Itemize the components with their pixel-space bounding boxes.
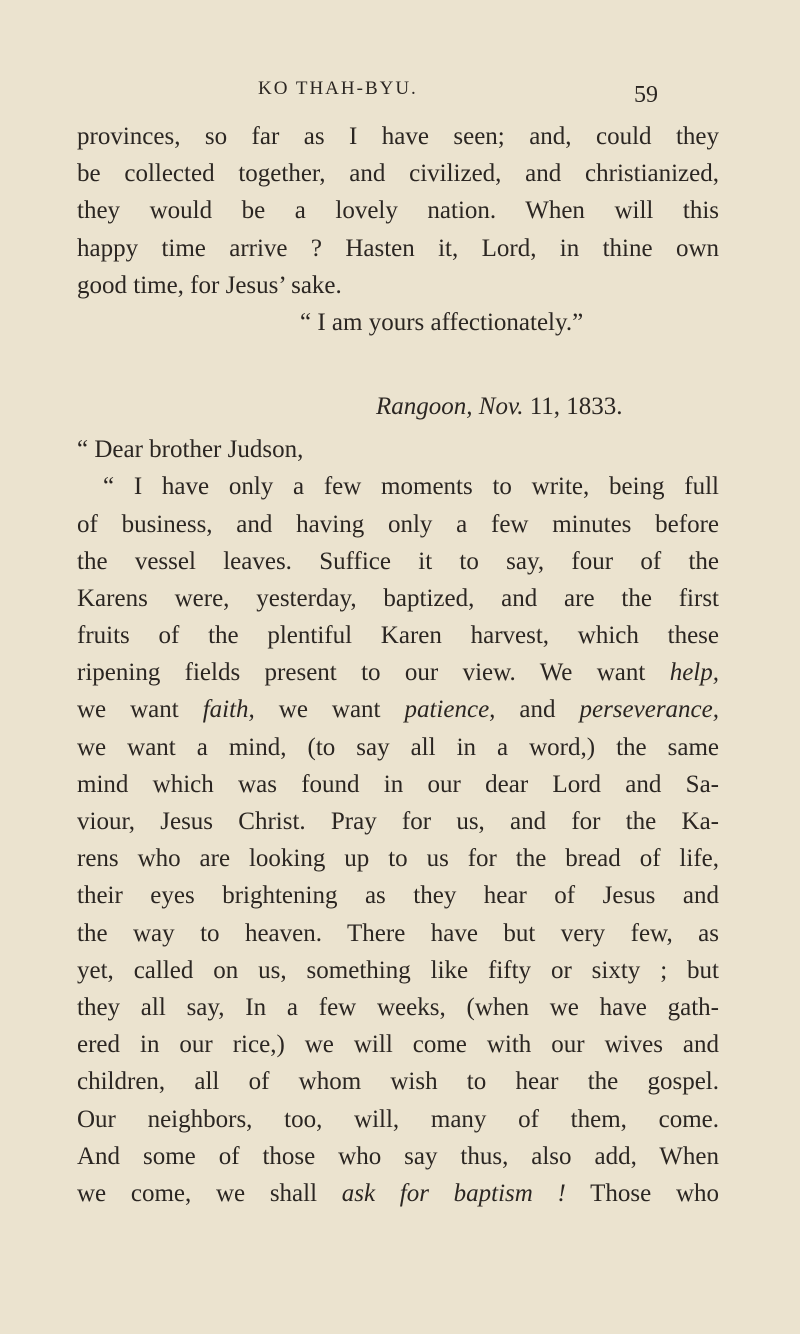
dateline-month: Nov. — [478, 393, 524, 421]
italic-term: help, — [669, 659, 719, 687]
text-line: good time, for Jesus’ sake. — [77, 271, 342, 299]
text-line: Our neighbors, too, will, many of them, come. — [77, 1105, 719, 1133]
text-line: their eyes brightening as they hear of Jesus and — [77, 882, 719, 910]
text-segment: Those who — [565, 1179, 720, 1207]
text-line: the way to heaven. There have but very few, as — [77, 919, 719, 947]
dateline-place: Rangoon, — [376, 393, 473, 421]
text-line: Karens were, yesterday, baptized, and are the first — [77, 584, 719, 612]
letter-salutation: “ Dear brother Judson, — [77, 436, 304, 464]
text-line: mind which was found in our dear Lord and Sa- — [77, 770, 719, 798]
page-number: 59 — [634, 82, 658, 108]
text-segment: and — [495, 696, 580, 724]
text-segment: ripening fields present to our view. We want — [77, 659, 670, 687]
text-line: ered in our rice,) we will come with our wives and — [77, 1031, 719, 1059]
text-segment: we come, we shall — [77, 1179, 342, 1207]
italic-term: perseverance, — [579, 696, 719, 724]
text-line: rens who are looking up to us for the bread of life, — [77, 845, 719, 873]
text-line: they would be a lovely nation. When will this — [77, 197, 719, 225]
text-line: “ I have only a few moments to write, being full — [103, 473, 719, 501]
text-line — [77, 691, 719, 728]
text-line: And some of those who say thus, also add, When — [77, 1142, 719, 1170]
letter-closing: “ I am yours affectionately.” — [300, 308, 584, 336]
text-line: viour, Jesus Christ. Pray for us, and for the Ka- — [77, 808, 719, 835]
body-text — [77, 118, 719, 1212]
text-line — [77, 654, 719, 691]
text-line: the vessel leaves. Suffice it to say, four of the — [77, 547, 719, 575]
text-line: be collected together, and civilized, and christianized, — [77, 160, 719, 188]
italic-term: patience, — [404, 696, 496, 724]
text-line: yet, called on us, something like fifty or sixty ; but — [77, 956, 719, 984]
letter-dateline — [77, 383, 719, 431]
text-line: children, all of whom wish to hear the gospel. — [77, 1068, 719, 1096]
text-line: fruits of the plentiful Karen harvest, which these — [77, 622, 719, 650]
dateline-day-year: 11, 1833. — [523, 393, 623, 421]
text-line: happy time arrive ? Hasten it, Lord, in thine own — [77, 234, 719, 262]
italic-term: ask for baptism ! — [341, 1179, 566, 1207]
text-line: they all say, In a few weeks, (when we have gath- — [77, 993, 719, 1021]
running-title: KO THAH-BYU. — [258, 78, 418, 99]
text-line: provinces, so far as I have seen; and, could they — [77, 123, 719, 150]
italic-term: faith, — [202, 696, 255, 724]
text-line: of business, and having only a few minutes before — [77, 510, 719, 538]
spacer — [77, 341, 719, 383]
text-segment: we want — [254, 696, 405, 724]
running-header — [0, 78, 800, 108]
text-line — [77, 1175, 719, 1212]
text-segment: we want — [77, 696, 203, 724]
text-line: we want a mind, (to say all in a word,) the same — [77, 733, 719, 761]
